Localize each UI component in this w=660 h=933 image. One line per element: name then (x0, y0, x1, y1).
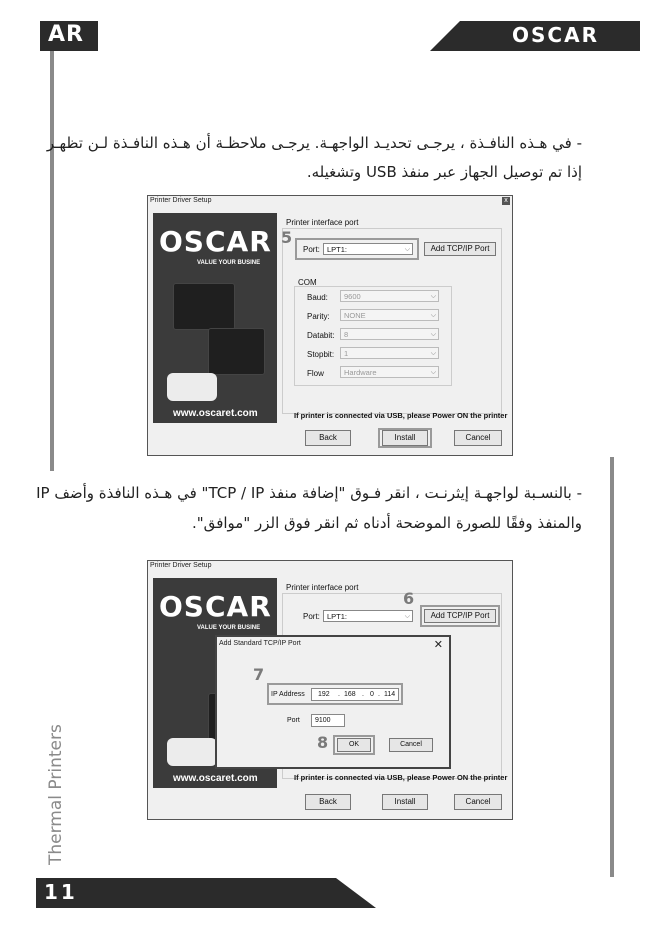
promo-url: www.oscaret.com (173, 408, 258, 419)
side-label: Thermal Printers (46, 724, 66, 865)
ip-octet-1: 192 (318, 691, 330, 698)
databit-value: 8 (344, 330, 349, 339)
oscar-promo-image (153, 213, 277, 423)
chevron-down-icon: ⌵ (430, 331, 436, 338)
close-icon[interactable]: ✕ (433, 639, 443, 651)
ip-address-label: IP Address (271, 691, 305, 698)
cancel-button[interactable]: Cancel (454, 794, 502, 810)
paragraph2-line1: - بالنسـبة لواجهـة إيثرنـت ، انقر فـوق "إضافة منفذ TCP / IP" في هـذه النافذة وأضف IP (36, 484, 582, 502)
chevron-down-icon: ⌵ (430, 350, 436, 357)
ip-dot: . (362, 691, 364, 698)
stopbit-select[interactable] (340, 347, 439, 359)
cancel-button[interactable]: Cancel (454, 430, 502, 446)
close-icon[interactable]: x (502, 197, 510, 205)
group-label: Printer interface port (286, 218, 359, 227)
baud-label: Baud: (307, 293, 328, 302)
printer-image (208, 328, 265, 375)
chevron-down-icon: ⌵ (430, 369, 436, 376)
step-number-7: 7 (253, 665, 265, 684)
device-image (167, 738, 217, 766)
ip-octet-4: 114 (384, 691, 396, 698)
paragraph1-line2: إذا تم توصيل الجهاز عبر منفذ USB وتشغيله. (306, 163, 582, 181)
window-title: Printer Driver Setup (150, 562, 212, 569)
footer-bar (106, 878, 376, 908)
databit-select[interactable] (340, 328, 439, 340)
baud-select[interactable] (340, 290, 439, 302)
promo-url: www.oscaret.com (173, 773, 258, 784)
flow-label: Flow (307, 369, 324, 378)
promo-brand: OSCAR (159, 590, 272, 623)
install-button[interactable]: Install (382, 794, 428, 810)
add-tcpip-port-dialog (215, 635, 451, 769)
chevron-down-icon: ⌵ (404, 613, 410, 620)
flow-select[interactable] (340, 366, 439, 378)
port-label: Port: (303, 245, 320, 254)
ip-octet-3: 0 (370, 691, 374, 698)
add-tcpip-port-button[interactable]: Add TCP/IP Port (424, 609, 496, 623)
com-label: COM (298, 278, 317, 287)
port-value: LPT1: (327, 612, 348, 621)
ip-address-input[interactable] (311, 688, 399, 701)
port-input[interactable]: 9100 (311, 714, 345, 727)
stopbit-value: 1 (344, 349, 349, 358)
dialog-cancel-button[interactable]: Cancel (389, 738, 433, 752)
promo-brand: OSCAR (159, 225, 272, 258)
chevron-down-icon: ⌵ (404, 246, 410, 253)
chevron-down-icon: ⌵ (430, 293, 436, 300)
add-tcpip-port-button[interactable]: Add TCP/IP Port (424, 242, 496, 256)
step-number-6: 6 (403, 589, 415, 608)
promo-tagline: VALUE YOUR BUSINE (197, 260, 261, 266)
frame-rule-left (50, 51, 54, 471)
page-number: 11 (44, 880, 78, 904)
device-image (167, 373, 217, 401)
ip-octet-2: 168 (344, 691, 356, 698)
language-code: AR (48, 22, 84, 47)
port-select[interactable] (323, 243, 413, 255)
frame-rule-right (610, 457, 614, 877)
flow-value: Hardware (344, 368, 377, 377)
stopbit-label: Stopbit: (307, 350, 335, 359)
ip-dot: . (378, 691, 380, 698)
promo-tagline: VALUE YOUR BUSINE (197, 625, 261, 631)
printer-driver-setup-window (147, 195, 513, 456)
ok-button[interactable]: OK (337, 738, 371, 752)
back-button[interactable]: Back (305, 430, 351, 446)
step-number-8: 8 (317, 733, 329, 752)
ip-dot: . (338, 691, 340, 698)
back-button[interactable]: Back (305, 794, 351, 810)
step-number-5: 5 (281, 228, 293, 247)
port-label: Port: (303, 612, 320, 621)
port-value: LPT1: (327, 245, 348, 254)
brand-logo: OSCAR (512, 23, 599, 47)
printer-image (173, 283, 235, 330)
paragraph2-line2: والمنفذ وفقًا للصورة الموضحة أدناه ثم انقر فوق الزر "موافق". (192, 514, 582, 532)
usb-note: If printer is connected via USB, please Power ON the printer (294, 411, 508, 420)
parity-select[interactable] (340, 309, 439, 321)
printer-driver-setup-window-2 (147, 560, 513, 820)
install-button[interactable]: Install (382, 430, 428, 446)
port-label: Port (287, 717, 300, 724)
group-label: Printer interface port (286, 583, 359, 592)
parity-label: Parity: (307, 312, 330, 321)
dialog-title: Add Standard TCP/IP Port (219, 640, 301, 647)
port-select[interactable] (323, 610, 413, 622)
chevron-down-icon: ⌵ (430, 312, 436, 319)
usb-note: If printer is connected via USB, please Power ON the printer (294, 773, 508, 782)
window-title: Printer Driver Setup (150, 197, 212, 204)
paragraph1-line1: - في هـذه النافـذة ، يرجـى تحديـد الواجهـة. يرجـى ملاحظـة أن هـذه النافـذة لـن تظهـر (46, 134, 582, 152)
baud-value: 9600 (344, 292, 361, 301)
databit-label: Databit: (307, 331, 335, 340)
parity-value: NONE (344, 311, 366, 320)
